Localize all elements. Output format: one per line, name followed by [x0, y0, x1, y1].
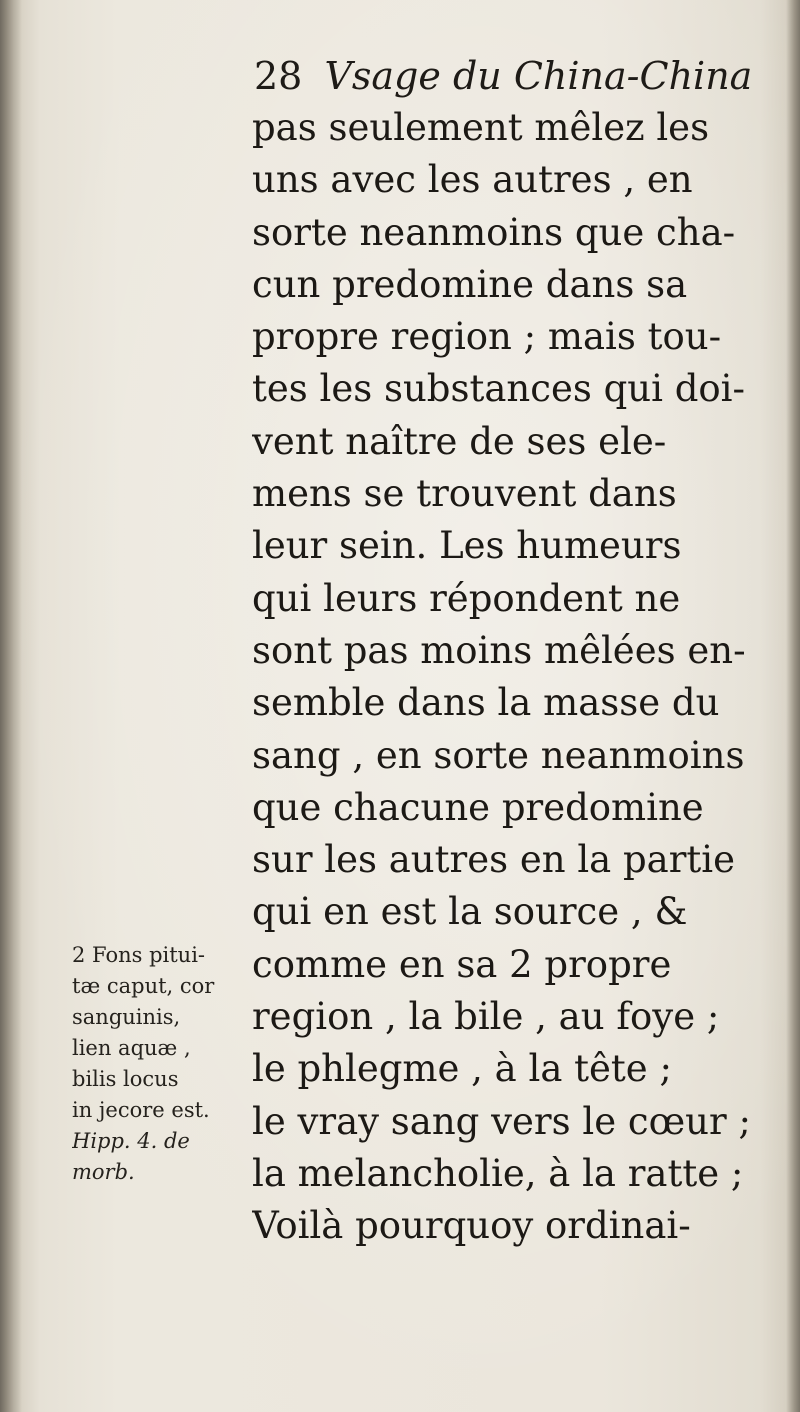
- text-line: sont pas moins mêlées en-: [252, 628, 746, 672]
- text-line: qui leurs répondent ne: [252, 576, 681, 620]
- running-title: Vsage du China-China: [324, 54, 753, 98]
- text-line: tes les substances qui doi-: [252, 367, 746, 411]
- marginal-note: [72, 940, 248, 1188]
- page-header: [254, 54, 752, 98]
- marginal-line: morb.: [72, 1160, 135, 1184]
- text-line: sorte neanmoins que cha-: [252, 210, 736, 254]
- marginal-line: tæ caput, cor: [72, 974, 215, 998]
- text-line: cun predomine dans sa: [252, 262, 688, 306]
- text-line: qui en est la source , &: [252, 890, 688, 934]
- text-line: leur sein. Les humeurs: [252, 524, 682, 568]
- page-number: 28: [254, 54, 303, 98]
- text-line: que chacune predomine: [252, 785, 704, 829]
- text-line: semble dans la masse du: [252, 681, 720, 725]
- marginal-line: bilis locus: [72, 1067, 179, 1091]
- text-line: pas seulement mêlez les: [252, 106, 710, 149]
- text-line: region , la bile , au foye ;: [252, 995, 720, 1039]
- text-line: sang , en sorte neanmoins: [252, 733, 745, 777]
- text-line: le vray sang vers le cœur ;: [252, 1099, 751, 1143]
- marginal-line: lien aquæ ,: [72, 1036, 191, 1060]
- text-line: vent naître de ses ele-: [252, 419, 667, 463]
- text-line: le phlegme , à la tête ;: [252, 1047, 672, 1091]
- marginal-line: 2 Fons pitui-: [72, 943, 206, 967]
- marginal-line: sanguinis,: [72, 1005, 181, 1029]
- text-line: Voilà pourquoy ordinai-: [252, 1204, 691, 1248]
- marginal-line: in jecore est.: [72, 1098, 210, 1122]
- body-text: [252, 102, 752, 1253]
- text-line: propre region ; mais tou-: [252, 315, 722, 359]
- marginal-line: Hipp. 4. de: [72, 1129, 190, 1153]
- text-line: uns avec les autres , en: [252, 158, 693, 202]
- text-line: sur les autres en la partie: [252, 838, 736, 882]
- text-line: comme en sa 2 propre: [252, 942, 672, 986]
- page-edge-shadow: [786, 0, 800, 1412]
- text-line: la melancholie, à la ratte ;: [252, 1151, 744, 1195]
- text-line: mens se trouvent dans: [252, 472, 677, 516]
- book-gutter-shadow: [0, 0, 22, 1412]
